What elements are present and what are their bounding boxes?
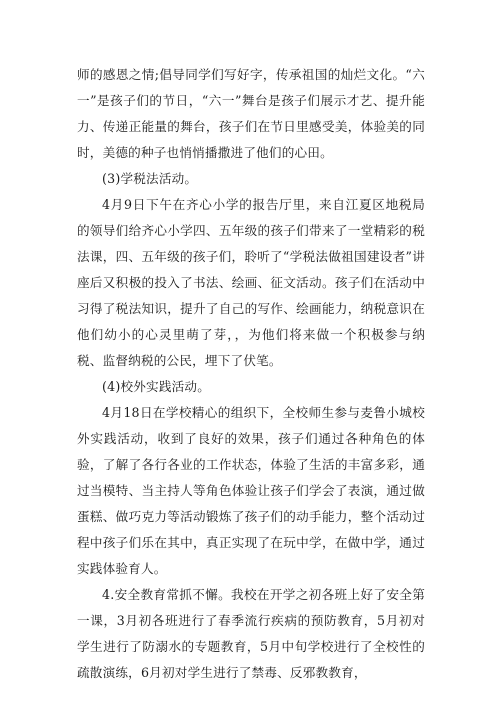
section-heading-tax-law: (3)学税法活动。 xyxy=(102,171,198,186)
paragraph-practice-activity: 4月18日在学校精心的组织下，全校师生参与麦鲁小城校外实践活动，收到了良好的效果，孩子们通过各种角色的体验，了解了各行各业的工作状态，体验了生活的丰富多彩，通过当模特、当主持人等角色体验让孩子们学会了表演，通过做蛋糕、做巧克力等活动锻炼了孩子们的动手能力，整个活动过程中孩子们乐在其中，真正实现了在玩中学，在做中学，通过实践体验育人。 xyxy=(77,405,425,576)
section-heading-practice: (4)校外实践活动。 xyxy=(102,379,210,394)
paragraph-safety-education: 4.安全教育常抓不懈。我校在开学之初各班上好了安全第一课，3月初各班进行了春季流行疾病的预防教育，5月初对学生进行了防溺水的专题教育，5月中旬学校进行了全校性的疏散演练，6月初对学生进行了禁毒、反邪教教育， xyxy=(77,587,425,680)
document-page xyxy=(77,62,425,686)
paragraph-tax-law-activity: 4月9日下午在齐心小学的报告厅里，来自江夏区地税局的领导们给齐心小学四、五年级的孩子们带来了一堂精彩的税法课，四、五年级的孩子们，聆听了“学税法做祖国建设者”讲座后又积极的投入了书法、绘画、征文活动。孩子们在活动中习得了税法知识，提升了自己的写作、绘画能力，纳税意识在他们幼小的心灵里萌了芽，，为他们将来做一个积极参与纳税、监督纳税的公民，埋下了伏笔。 xyxy=(77,197,425,368)
paragraph-gratitude-liuyi: 师的感恩之情;倡导同学们写好字，传承祖国的灿烂文化。“六一”是孩子们的节日，“六一”舞台是孩子们展示才艺、提升能力、传递正能量的舞台，孩子们在节日里感受美，体验美的同时，美德的种子也悄悄播撒进了他们的心田。 xyxy=(77,67,425,160)
